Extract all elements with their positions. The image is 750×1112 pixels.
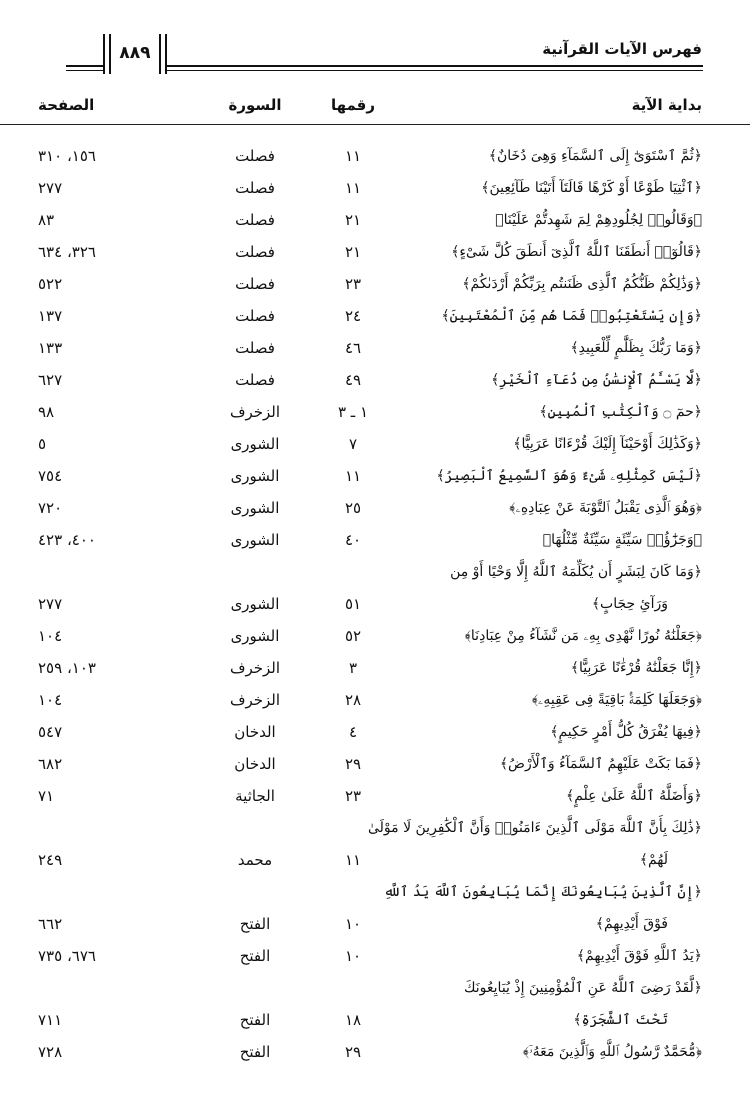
sura-name: الفتح [239, 947, 271, 965]
table-row [0, 300, 750, 332]
page-reference: ٧٥٤ [38, 467, 63, 485]
sura-name: الشورى [230, 499, 280, 517]
table-row [0, 172, 750, 204]
page-reference: ٤٠٠، ٤٢٣ [38, 531, 96, 549]
verse-index-table [0, 140, 750, 1068]
verse-start: ﴿وَجَعَلَهَا كَلِمَةًۢ بَاقِيَةً فِى عَقِبِهِۦ﴾ [531, 692, 702, 708]
sura-name: الشورى [230, 627, 280, 645]
table-row [0, 620, 750, 652]
page-reference: ٧١ [38, 787, 55, 805]
table-row [0, 748, 750, 780]
page-reference: ١٠٤ [38, 691, 63, 709]
table-row [0, 524, 750, 556]
verse-start-continued: تَحْتَ ٱلشَّجَرَةِ﴾ [573, 1012, 668, 1028]
verse-number: ٣ [348, 659, 358, 677]
page-reference: ٦٧٦، ٧٣٥ [38, 947, 96, 965]
verse-start-continued: لَهُمْ﴾ [639, 852, 668, 868]
verse-number: ١٠ [344, 947, 362, 965]
verse-number: ١١ [344, 147, 362, 165]
verse-number: ٤٩ [344, 371, 362, 389]
page-reference: ٥ [38, 435, 47, 453]
verse-number: ٢٥ [344, 499, 362, 517]
verse-number: ١٨ [344, 1011, 362, 1029]
verse-start: ﴿وَجَزَٰٓؤُا۟ سَيِّئَةٍ سَيِّئَةٌ مِّثْلُهَا﴾ [542, 532, 702, 548]
verse-start: ﴿وَأَضَلَّهُ ٱللَّهُ عَلَىٰ عِلْمٍ﴾ [565, 788, 702, 804]
sura-name: الدخان [234, 723, 276, 741]
page-reference: ٩٨ [38, 403, 55, 421]
sura-name: الشورى [230, 435, 280, 453]
table-row [0, 364, 750, 396]
column-page: الصفحة [38, 96, 95, 114]
verse-start: ﴿ذَٰلِكَ بِأَنَّ ٱللَّهَ مَوْلَى ٱلَّذِينَ ءَامَنُوا۟ وَأَنَّ ٱلْكَٰفِرِينَ لَا مَوْلَىٰ [367, 820, 702, 836]
verse-number: ٢١ [344, 211, 362, 229]
verse-start: ﴿إِنَّا جَعَلْنَٰهُ قُرْءَٰنًا عَرَبِيًّا﴾ [570, 660, 702, 676]
verse-start: ﴿قَالُوٓا۟ أَنطَقَنَا ٱللَّهُ ٱلَّذِىٓ أَنطَقَ كُلَّ شَىْءٍ﴾ [451, 244, 702, 260]
verse-start: ﴿حمٓ ۝ وَٱلْكِتَٰبِ ٱلْمُبِينِ﴾ [539, 404, 702, 420]
verse-number: ١١ [344, 179, 362, 197]
verse-start: ﴿لَيْسَ كَمِثْلِهِۦ شَىْءٌ وَهُوَ ٱلسَّمِيعُ ٱلْبَصِيرُ﴾ [436, 468, 702, 484]
page-reference: ٥٤٧ [38, 723, 63, 741]
page-reference: ٣٢٦، ٦٣٤ [38, 243, 96, 261]
sura-name: الجاثية [235, 787, 275, 805]
sura-name: الدخان [234, 755, 276, 773]
page-reference: ١٠٤ [38, 627, 63, 645]
sura-name: الشورى [230, 531, 280, 549]
column-sura: السورة [228, 96, 282, 114]
index-title: فهرس الآيات القرآنية [542, 40, 702, 58]
sura-name: محمد [237, 851, 273, 869]
verse-start: ﴿ثُمَّ ٱسْتَوَىٰٓ إِلَى ٱلسَّمَآءِ وَهِىَ دُخَانٌ﴾ [488, 148, 702, 164]
verse-number: ٢٤ [344, 307, 362, 325]
sura-name: فصلت [235, 211, 275, 229]
verse-number: ٢٣ [344, 787, 362, 805]
verse-start-continued: وَرَآئِ حِجَابٍ﴾ [591, 596, 668, 612]
table-row [0, 236, 750, 268]
verse-start: ﴿فَمَا بَكَتْ عَلَيْهِمُ ٱلسَّمَآءُ وَٱلْأَرْضُ﴾ [499, 756, 702, 772]
page-reference: ٢٧٧ [38, 179, 63, 197]
verse-number: ٢٩ [344, 755, 362, 773]
verse-number: ١١ [344, 851, 362, 869]
verse-start: ﴿يَدُ ٱللَّهِ فَوْقَ أَيْدِيهِمْ﴾ [576, 948, 702, 964]
page-reference: ٧٢٨ [38, 1043, 63, 1061]
table-row [0, 716, 750, 748]
verse-start: ﴿فِيهَا يُفْرَقُ كُلُّ أَمْرٍ حَكِيمٍ﴾ [550, 724, 702, 740]
sura-name: الشورى [230, 467, 280, 485]
verse-start: ﴿جَعَلْنَٰهُ نُورًا نَّهْدِى بِهِۦ مَن نَّشَآءُ مِنْ عِبَادِنَا﴾ [464, 628, 702, 644]
table-row [0, 812, 750, 876]
verse-number: ٧ [348, 435, 358, 453]
table-row [0, 972, 750, 1036]
sura-name: الزخرف [229, 691, 281, 709]
table-row [0, 940, 750, 972]
page-reference: ١٠٣، ٢٥٩ [38, 659, 96, 677]
verse-number: ٤٠ [344, 531, 362, 549]
verse-start: ﴿وَذَٰلِكُمْ ظَنُّكُمُ ٱلَّذِى ظَنَنتُم بِرَبِّكُمْ أَرْدَىٰكُمْ﴾ [462, 276, 702, 292]
verse-number: ١١ [344, 467, 362, 485]
verse-start: ﴿ٱئْتِيَا طَوْعًا أَوْ كَرْهًا قَالَتَآ أَتَيْنَا طَآئِعِينَ﴾ [481, 180, 702, 196]
table-row [0, 332, 750, 364]
table-row [0, 556, 750, 620]
verse-start: ﴿وَإِن يَسْتَعْتِبُوا۟ فَمَا هُم مِّنَ ٱلْمُعْتَبِينَ﴾ [441, 308, 702, 324]
table-row [0, 204, 750, 236]
sura-name: فصلت [235, 179, 275, 197]
table-row [0, 652, 750, 684]
verse-start-continued: فَوْقَ أَيْدِيهِمْ﴾ [595, 916, 668, 932]
verse-number: ٢٨ [344, 691, 362, 709]
verse-start: ﴿لَّا يَسْـَٔمُ ٱلْإِنسَٰنُ مِن دُعَآءِ ٱلْخَيْرِ﴾ [491, 372, 702, 388]
sura-name: فصلت [235, 243, 275, 261]
sura-name: الفتح [239, 915, 271, 933]
page-reference: ٥٢٢ [38, 275, 63, 293]
verse-start: ﴿وَهُوَ ٱلَّذِى يَقْبَلُ ٱلتَّوْبَةَ عَنْ عِبَادِهِۦ﴾ [509, 500, 702, 516]
verse-number: ٢٣ [344, 275, 362, 293]
sura-name: فصلت [235, 339, 275, 357]
table-row [0, 780, 750, 812]
verse-number: ٤٦ [344, 339, 362, 357]
sura-name: الفتح [239, 1011, 271, 1029]
table-row [0, 460, 750, 492]
running-header [0, 34, 750, 78]
verse-number: ٥١ [344, 595, 362, 613]
sura-name: الفتح [239, 1043, 271, 1061]
page-reference: ١٣٧ [38, 307, 63, 325]
page-reference: ٦٦٢ [38, 915, 63, 933]
table-row [0, 1036, 750, 1068]
verse-start: ﴿لَّقَدْ رَضِىَ ٱللَّهُ عَنِ ٱلْمُؤْمِنِينَ إِذْ يُبَايِعُونَكَ [463, 980, 702, 996]
verse-start: ﴿وَمَا رَبُّكَ بِظَلَّٰمٍ لِّلْعَبِيدِ﴾ [570, 340, 702, 356]
table-row [0, 268, 750, 300]
verse-start: ﴿وَقَالُوا۟ لِجُلُودِهِمْ لِمَ شَهِدتُّمْ عَلَيْنَا﴾ [495, 212, 702, 228]
page-number: ٨٨٩ [119, 43, 151, 63]
verse-number: ١٠ [344, 915, 362, 933]
page-number-box [103, 34, 167, 74]
verse-start: ﴿وَكَذَٰلِكَ أَوْحَيْنَآ إِلَيْكَ قُرْءَانًا عَرَبِيًّا﴾ [513, 436, 702, 452]
page-reference: ٢٤٩ [38, 851, 63, 869]
verse-number: ٢١ [344, 243, 362, 261]
table-row [0, 140, 750, 172]
verse-start: ﴿إِنَّ ٱلَّذِينَ يُبَايِعُونَكَ إِنَّمَا يُبَايِعُونَ ٱللَّهَ يَدُ ٱللَّهِ [383, 884, 702, 900]
table-header [0, 94, 750, 125]
page-reference: ٦٢٧ [38, 371, 63, 389]
page-reference: ٦٨٢ [38, 755, 63, 773]
sura-name: الزخرف [229, 659, 281, 677]
page-reference: ٢٧٧ [38, 595, 63, 613]
sura-name: فصلت [235, 147, 275, 165]
sura-name: الشورى [230, 595, 280, 613]
verse-number: ٥٢ [344, 627, 362, 645]
page-reference: ٨٣ [38, 211, 55, 229]
page-reference: ٧٢٠ [38, 499, 63, 517]
sura-name: الزخرف [229, 403, 281, 421]
verse-start: ﴿مُّحَمَّدٌ رَّسُولُ ٱللَّهِ وَٱلَّذِينَ مَعَهُۥٓ﴾ [522, 1044, 702, 1060]
column-verse-number: رقمها [330, 96, 376, 114]
page-reference: ١٥٦، ٣١٠ [38, 147, 96, 165]
table-row [0, 684, 750, 716]
verse-number: ١ ـ ٣ [337, 403, 369, 421]
verse-number: ٢٩ [344, 1043, 362, 1061]
table-row [0, 396, 750, 428]
table-row [0, 876, 750, 940]
verse-start: ﴿وَمَا كَانَ لِبَشَرٍ أَن يُكَلِّمَهُ ٱللَّهُ إِلَّا وَحْيًا أَوْ مِن [450, 564, 702, 580]
column-verse-start: بداية الآية [631, 96, 702, 114]
page-reference: ١٣٣ [38, 339, 63, 357]
table-row [0, 492, 750, 524]
page-reference: ٧١١ [38, 1011, 63, 1029]
sura-name: فصلت [235, 307, 275, 325]
table-row [0, 428, 750, 460]
verse-number: ٤ [348, 723, 358, 741]
sura-name: فصلت [235, 275, 275, 293]
sura-name: فصلت [235, 371, 275, 389]
